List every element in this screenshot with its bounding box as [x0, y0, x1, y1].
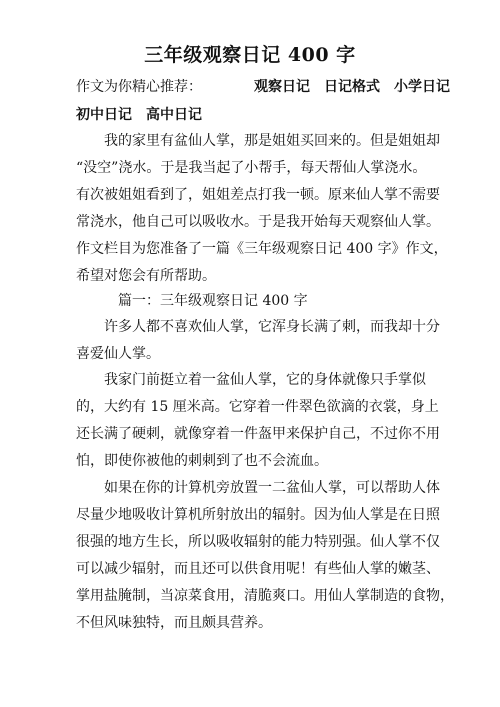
- intro-line-1: [76, 76, 450, 98]
- paragraph-line: 可以减少辐射，而且还可以供食用呢！有些仙人掌的嫩茎、: [76, 561, 440, 577]
- tag-riji-geshi[interactable]: 日记格式: [324, 79, 380, 95]
- paragraph-line: 不但风味独特，而且颇具营养。: [76, 615, 272, 631]
- paragraph-line: “没空”浇水。于是我当起了小帮手，每天帮仙人掌浇水。: [76, 160, 427, 176]
- tag-guancha-riji[interactable]: 观察日记: [254, 79, 310, 95]
- intro-line-2: [76, 104, 426, 126]
- paragraph-line: 很强的地方生长，所以吸收辐射的能力特别强。仙人掌不仅: [76, 534, 440, 550]
- paragraph-line: 许多人都不喜欢仙人掌，它浑身长满了刺，而我却十分: [104, 319, 440, 335]
- paragraph-line: 的，大约有 15 厘米高。它穿着一件翠色欲滴的衣裳，身上: [76, 399, 439, 415]
- tag-xiaoxue-riji[interactable]: 小学日记: [394, 79, 450, 95]
- paragraph-line: 尽量少地吸收计算机所射放出的辐射。因为仙人掌是在日照: [76, 507, 440, 523]
- tag-chuzhong-riji[interactable]: 初中日记: [76, 107, 132, 123]
- page-title: 三年级观察日记 400 字: [144, 44, 356, 66]
- section-heading: 篇一：三年级观察日记 400 字: [118, 293, 308, 309]
- paragraph-line: 掌用盐腌制，当凉菜食用，清脆爽口。用仙人掌制造的食物，: [76, 588, 454, 604]
- paragraph-line: 有次被姐姐看到了，姐姐差点打我一顿。原来仙人掌不需要: [76, 187, 440, 203]
- tag-gaozhong-riji[interactable]: 高中日记: [146, 107, 202, 123]
- paragraph-line: 还长满了硬刺，就像穿着一件盔甲来保护自己，不过你不用: [76, 426, 440, 442]
- paragraph-line: 我家门前挺立着一盆仙人掌，它的身体就像只手掌似: [104, 372, 426, 388]
- paragraph-line: 作文栏目为您准备了一篇《三年级观察日记 400 字》作文，: [76, 241, 448, 257]
- paragraph-line: 如果在你的计算机旁放置一二盆仙人掌，可以帮助人体: [104, 480, 440, 496]
- paragraph-line: 我的家里有盆仙人掌，那是姐姐买回来的。但是姐姐却: [104, 133, 440, 149]
- paragraph-line: 喜爱仙人掌。: [76, 346, 160, 362]
- paragraph-line: 怕，即使你被他的刺刺到了也不会流血。: [76, 453, 328, 469]
- paragraph-line: 常浇水，他自己可以吸收水。于是我开始每天观察仙人掌。: [76, 214, 440, 230]
- intro-label: 作文为你精心推荐：: [76, 79, 202, 95]
- paragraph-line: 希望对您会有所帮助。: [76, 268, 216, 284]
